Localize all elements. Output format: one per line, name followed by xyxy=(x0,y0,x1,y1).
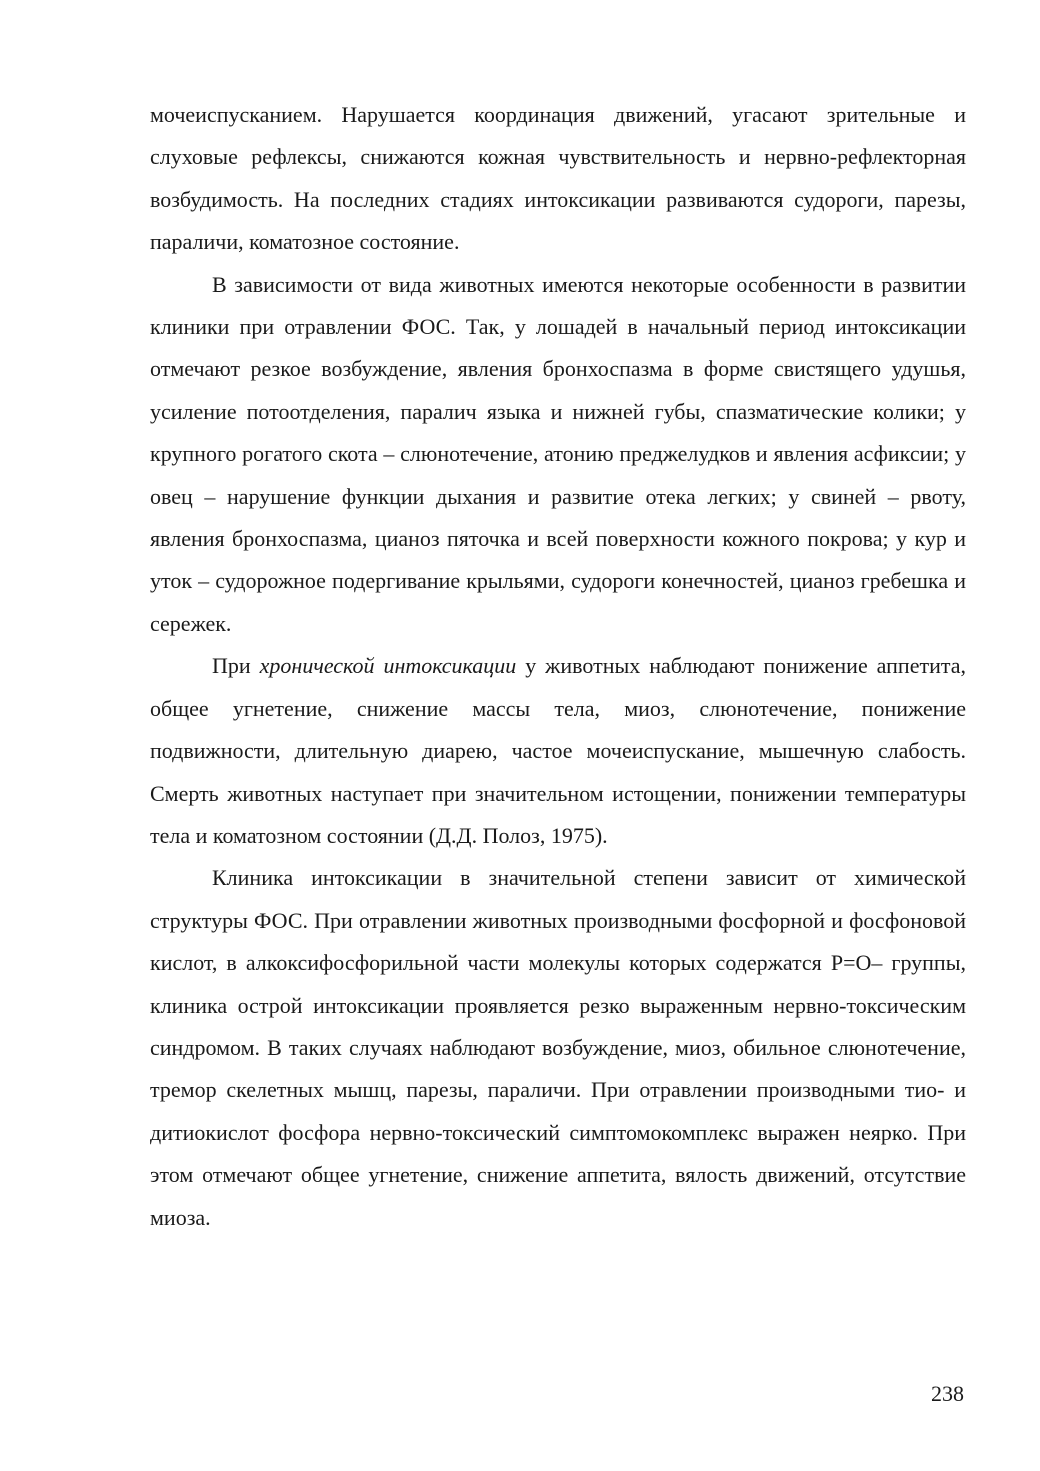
paragraph-1: мочеиспусканием. Нарушается координация движений, угасают зрительные и слуховые рефлексы, снижаются кожная чувствительность и нервно-рефлекторная возбудимость. На последних стадиях интоксикации развиваются судороги, парезы, параличи, коматозное состояние. xyxy=(150,102,966,255)
paragraph-4: Клиника интоксикации в значительной степени зависит от химической структуры ФОС. При отравлении животных производными фосфорной и фосфоновой кислот, в алкоксифосфорильной части молекулы которых содержатся Р=О– группы, клиника острой интоксикации проявляется резко выраженным нервно-токсическим синдромом. В таких случаях наблюдают возбуждение, миоз, обильное слюнотечение, тремор скелетных мышц, парезы, параличи. При отравлении производными тио- и дитиокислот фосфора нервно-токсический симптомокомплекс выражен неярко. При этом отмечают общее угнетение, снижение аппетита, вялость движений, отсутствие миоза. xyxy=(150,865,966,1230)
body-text xyxy=(150,94,966,1239)
paragraph-3-emphasis: хронической интоксикации xyxy=(259,653,517,679)
paragraph-3-text: у животных наблюдают понижение аппетита, общее угнетение, снижение массы тела, миоз, слюнотечение, понижение подвижности, длительную диарею, частое мочеиспускание, мышечную слабость. Смерть животных наступает при значительном истощении, понижении температуры тела и коматозном состоянии (Д.Д. Полоз, 1975). xyxy=(150,653,966,848)
page-number: 238 xyxy=(931,1381,964,1406)
paragraph-3-lead: При xyxy=(212,653,260,679)
paragraph-2: В зависимости от вида животных имеются некоторые особенности в развитии клиники при отравлении ФОС. Так, у лошадей в начальный период интоксикации отмечают резкое возбуждение, явления бронхоспазма в форме свистящего удушья, усиление потоотделения, паралич языка и нижней губы, спазматические колики; у крупного рогатого скота – слюнотечение, атонию преджелудков и явления асфиксии; у овец – нарушение функции дыхания и развитие отека легких; у свиней – рвоту, явления бронхоспазма, цианоз пяточка и всей поверхности кожного покрова; у кур и уток – судорожное подергивание крыльями, судороги конечностей, цианоз гребешка и сережек. xyxy=(150,271,966,636)
paragraph-3 xyxy=(150,645,966,857)
